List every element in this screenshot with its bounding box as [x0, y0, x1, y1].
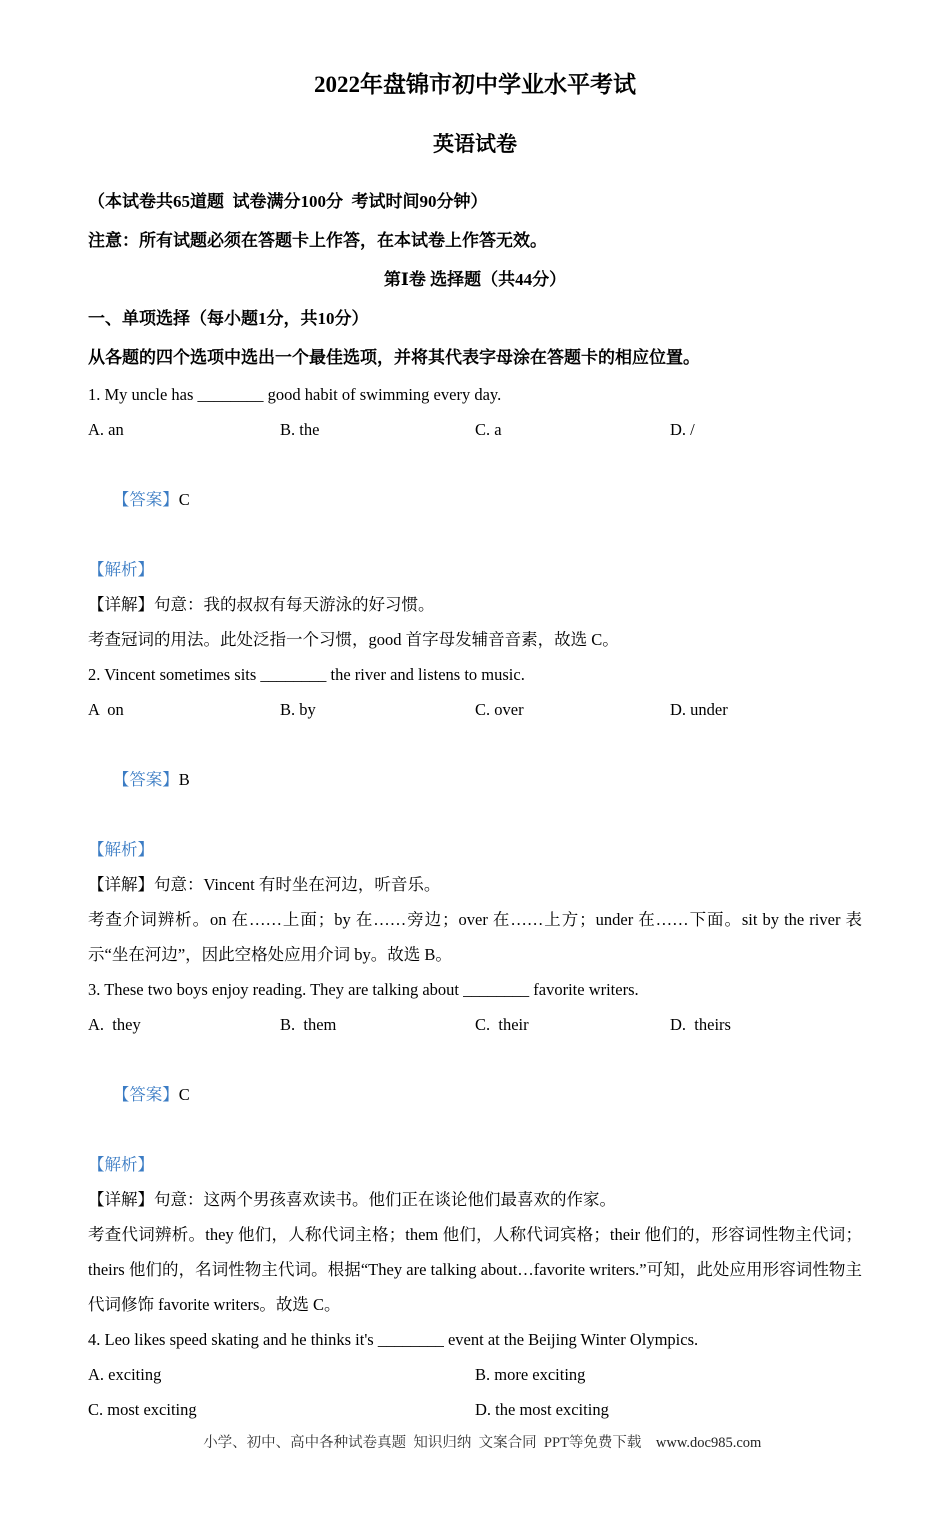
section-header: 第Ⅰ卷 选择题（共44分） [383, 270, 567, 289]
answer-label: 【答案】 [112, 770, 179, 789]
detail-paragraph: 考查代词辨析。they 他们，人称代词主格；them 他们，人称代词宾格；their 他们的，形容词性物主代词；theirs 他们的，名词性物主代词。根据“They are talking about…favorite writers.”可知，此处应用形容词性物主代词修饰 favorite writers。故选 C。 [88, 1225, 862, 1314]
option-a: A. an [88, 420, 124, 439]
exam-info-line: （本试卷共65道题 试卷满分100分 考试时间90分钟） [88, 192, 488, 211]
answer-line [88, 447, 862, 552]
footer-spacer [641, 1435, 656, 1451]
option-a: A on [88, 700, 124, 719]
answer-label: 【答案】 [112, 490, 179, 509]
option-b: B. more exciting [475, 1365, 586, 1384]
question-text: 1. My uncle has ________ good habit of swimming every day. [88, 385, 502, 404]
option-b: B. them [280, 1015, 337, 1034]
option-b: B. the [280, 420, 320, 439]
question-block-2 [88, 657, 862, 972]
question-block-4 [88, 1322, 862, 1427]
option-a: A. they [88, 1015, 141, 1034]
page-footer [0, 1414, 950, 1469]
question-options [88, 412, 862, 447]
option-b: B. by [280, 700, 316, 719]
question-text: 2. Vincent sometimes sits ________ the river and listens to music. [88, 665, 525, 684]
exam-notice-line: 注意：所有试题必须在答题卡上作答，在本试卷上作答无效。 [88, 231, 547, 250]
option-c: C. most exciting [88, 1400, 197, 1419]
analysis-label: 【解析】 [88, 840, 154, 859]
option-d: D. theirs [670, 1015, 731, 1034]
question-options [88, 1007, 862, 1042]
option-d: D. under [670, 700, 728, 719]
answer-line [88, 727, 862, 832]
option-c: C. over [475, 700, 524, 719]
footer-promo-text: 小学、初中、高中各种试卷真题 知识归纳 文案合同 PPT等免费下载 [203, 1435, 642, 1451]
part-header: 一、单项选择（每小题1分，共10分） [88, 309, 369, 328]
question-block-3 [88, 972, 862, 1322]
answer-line [88, 1042, 862, 1147]
answer-value: C [178, 1085, 190, 1104]
option-d: D. / [670, 420, 695, 439]
detail-paragraph: 考查冠词的用法。此处泛指一个习惯，good 首字母发辅音音素，故选 C。 [88, 630, 619, 649]
page-subtitle: 英语试卷 [433, 132, 517, 156]
analysis-label: 【解析】 [88, 1155, 154, 1174]
footer-site-url: www.doc985.com [655, 1435, 762, 1451]
page-title: 2022年盘锦市初中学业水平考试 [314, 72, 636, 97]
detail-paragraph: 【详解】句意：Vincent 有时坐在河边，听音乐。 [88, 875, 441, 894]
part-instruction: 从各题的四个选项中选出一个最佳选项，并将其代表字母涂在答题卡的相应位置。 [88, 348, 700, 367]
analysis-label: 【解析】 [88, 560, 154, 579]
answer-value: B [178, 770, 190, 789]
question-text: 4. Leo likes speed skating and he thinks it's ________ event at the Beijing Winter Olympics. [88, 1330, 699, 1349]
detail-paragraph: 【详解】句意：这两个男孩喜欢读书。他们正在谈论他们最喜欢的作家。 [88, 1190, 616, 1209]
option-a: A. exciting [88, 1365, 162, 1384]
answer-value: C [178, 490, 190, 509]
answer-label: 【答案】 [112, 1085, 179, 1104]
option-c: C. a [475, 420, 502, 439]
option-c: C. their [475, 1015, 529, 1034]
question-block-1 [88, 377, 862, 657]
question-options [88, 692, 862, 727]
detail-paragraph: 考查介词辨析。on 在……上面；by 在……旁边；over 在……上方；under 在……下面。sit by the river 表示“坐在河边”，因此空格处应用介词 by。故选 B。 [88, 910, 862, 964]
option-d: D. the most exciting [475, 1400, 609, 1419]
question-text: 3. These two boys enjoy reading. They are talking about ________ favorite writers. [88, 980, 639, 999]
detail-paragraph: 【详解】句意：我的叔叔有每天游泳的好习惯。 [88, 595, 435, 614]
